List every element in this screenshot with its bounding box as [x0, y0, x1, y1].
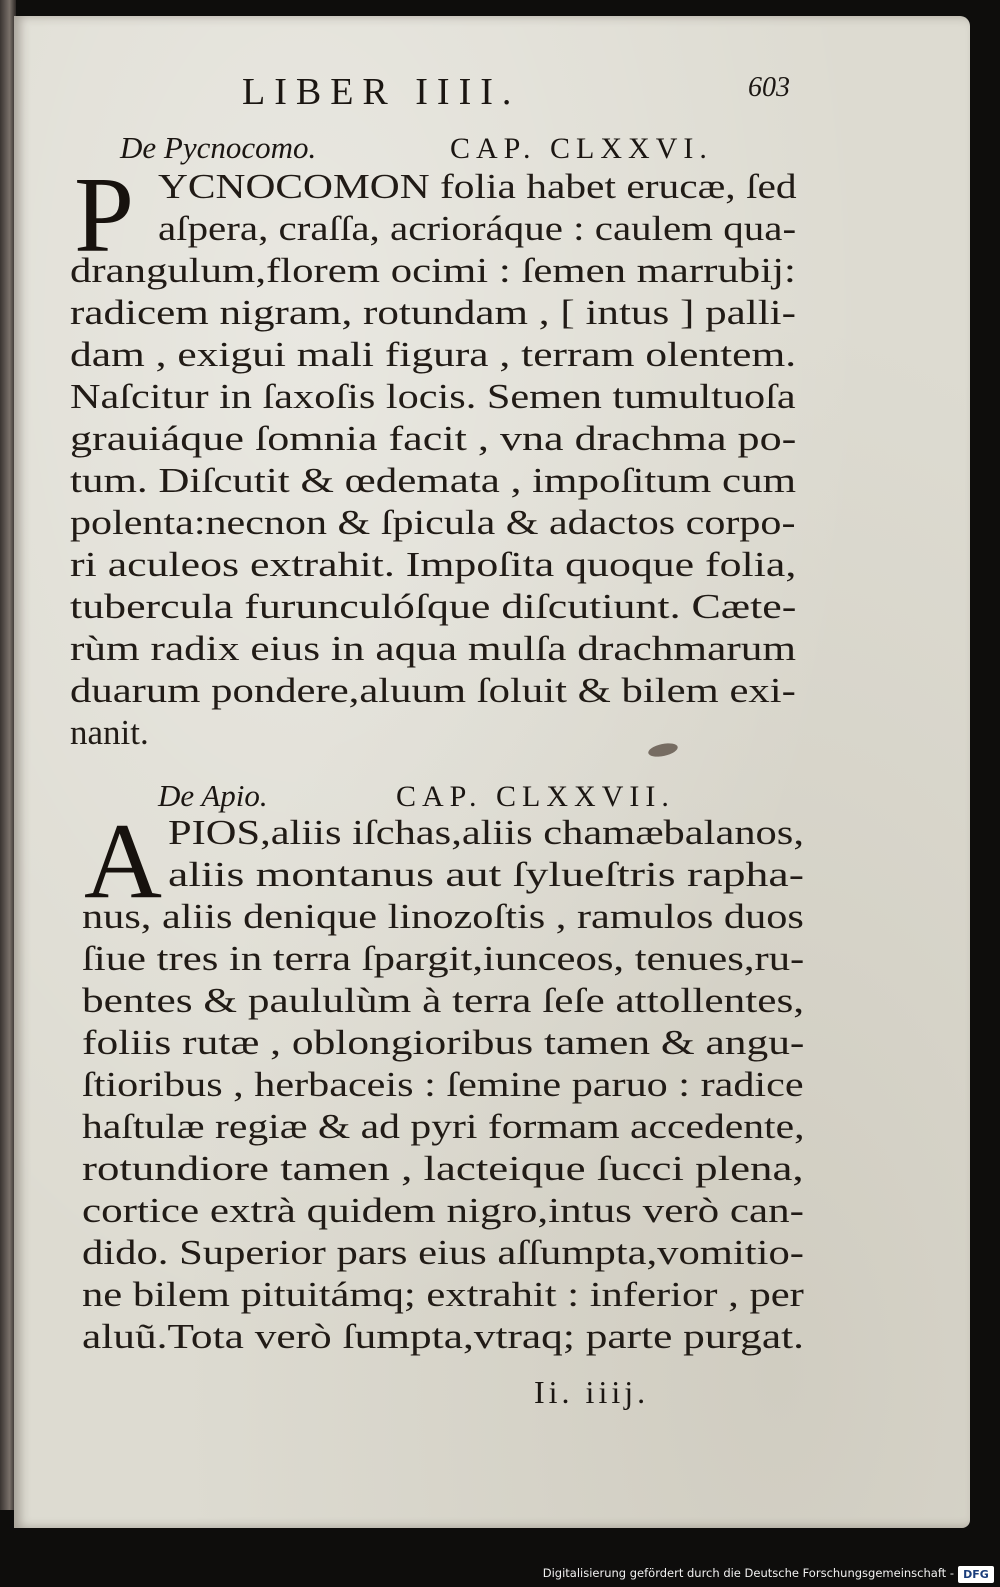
- chapter-title: De Apio.: [158, 778, 268, 813]
- text-line: dido. Superior pars eius aſſumpta,vomitio-: [82, 1233, 804, 1272]
- chapter-number: CAP. CLXXVII.: [396, 780, 675, 813]
- chapter-number: CAP. CLXXVI.: [450, 132, 713, 165]
- text-line: rotundiore tamen , lacteique ſucci plena,: [82, 1149, 804, 1188]
- text-line: foliis rutæ , oblongioribus tamen & angu-: [82, 1023, 805, 1062]
- text-line: drangulum,florem ocimi : ſemen marrubij:: [70, 251, 796, 290]
- text-line: nanit.: [70, 713, 149, 752]
- text-line: YCNOCOMON folia habet erucæ, ſed: [158, 167, 797, 206]
- chapter-heading: [158, 776, 758, 816]
- drop-cap: P: [74, 156, 135, 275]
- text-line: rùm radix eius in aqua mulſa drachmarum: [70, 629, 797, 668]
- text-line: ri aculeos extrahit. Impoſita quoque folia,: [70, 545, 797, 584]
- signature-mark: Ii. iiij.: [534, 1374, 650, 1410]
- chapter-heading: [120, 128, 760, 168]
- text-line: ſiue tres in terra ſpargit,iunceos, tenues,ru-: [82, 939, 805, 978]
- text-line: aſpera, craſſa, acrioráque : caulem qua-: [158, 209, 797, 248]
- text-line: PIOS,aliis iſchas,aliis chamæbalanos,: [168, 813, 804, 852]
- text-line: haſtulæ regiæ & ad pyri formam accedente,: [82, 1107, 805, 1146]
- text-line: dam , exigui mali figura , terram olentem.: [70, 335, 797, 374]
- text-line: bentes & paululùm à terra ſeſe attollentes,: [82, 981, 805, 1020]
- text-line: polenta:necnon & ſpicula & adactos corpo-: [70, 503, 796, 542]
- text-line: radicem nigram, rotundam , [ intus ] palli-: [70, 293, 796, 332]
- page-number: 603: [748, 72, 790, 103]
- text-line: tum. Diſcutit & œdemata , impoſitum cum: [70, 461, 797, 500]
- text-line: aliis montanus aut ſylueſtris rapha-: [168, 855, 805, 894]
- text-line: duarum pondere,aluum ſoluit & bilem exi-: [70, 671, 796, 710]
- dfg-logo: DFG: [958, 1566, 994, 1583]
- text-line: ſtioribus , herbaceis : ſemine paruo : radice: [82, 1065, 804, 1104]
- text-line: nus, aliis denique linozoſtis , ramulos duos: [82, 897, 804, 936]
- running-header: [222, 66, 812, 114]
- text-line: grauiáque ſomnia facit , vna drachma po-: [70, 419, 797, 458]
- text-line: Naſcitur in ſaxoſis locis. Semen tumultuoſa: [70, 377, 796, 416]
- chapter-title: De Pycnocomo.: [120, 130, 317, 165]
- text-line: aluũ.Tota verò ſumpta,vtraq; parte purgat.: [82, 1317, 804, 1356]
- text-line: cortice extrà quidem nigro,intus verò can-: [82, 1191, 805, 1230]
- running-title: LIBER IIII.: [242, 71, 521, 113]
- footer-credit: Digitalisierung gefördert durch die Deutsche Forschungsgemeinschaft -: [542, 1566, 954, 1580]
- text-line: ne bilem pituitámq; extrahit : inferior , per: [82, 1275, 804, 1314]
- drop-cap: A: [84, 802, 162, 921]
- text-line: tubercula furunculóſque diſcutiunt. Cæte-: [70, 587, 797, 626]
